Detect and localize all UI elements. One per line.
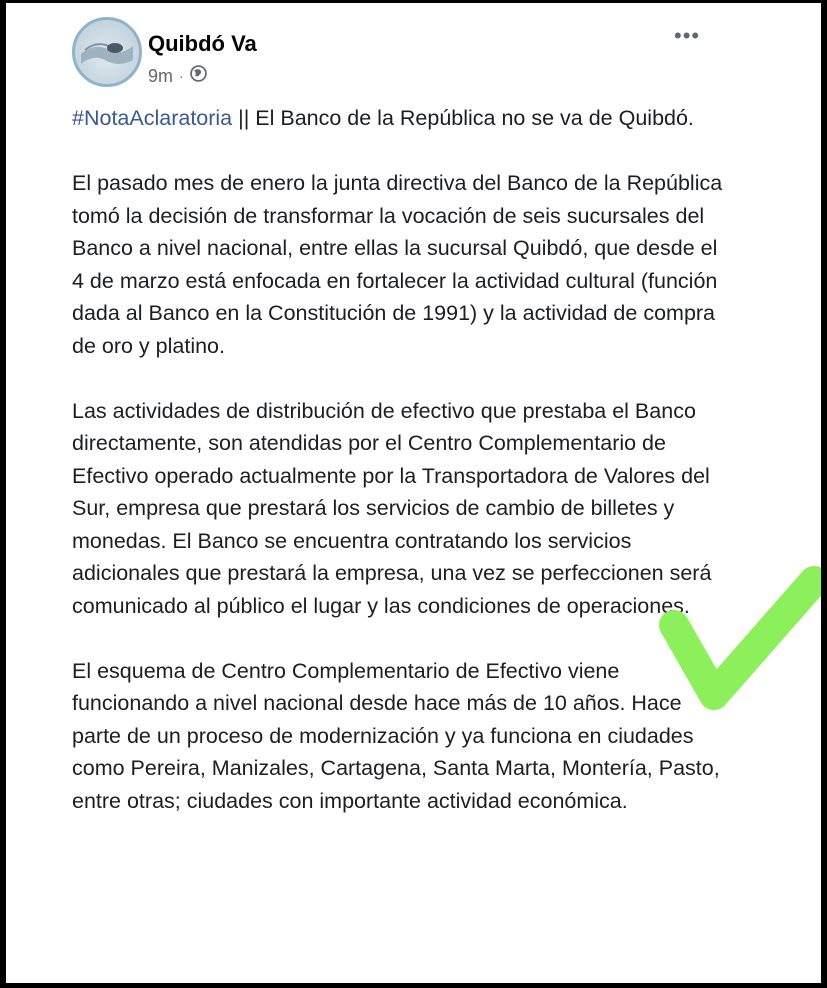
- author-name[interactable]: Quibdó Va: [148, 31, 257, 56]
- paragraph-1: El pasado mes de enero la junta directiva del Banco de la República tomó la decisión de transformar la vocación de seis sucursales del Banco a nivel nacional, entre ellas la sucursal Quibdó, que desde el 4 de marzo está enfocada en fortalecer la actividad cultural (función dada al Banco en la Constitución de 1991) y la actividad de compra de oro y platino.: [72, 171, 723, 358]
- post-headline: [72, 102, 732, 135]
- post-card: [6, 3, 821, 983]
- check-mark-icon: [656, 563, 821, 723]
- paragraph-2: Las actividades de distribución de efectivo que prestaba el Banco directamente, son atendidas por el Centro Complementario de Efectivo operado actualmente por la Transportadora de Valores del Sur, empresa que prestará los servicios de cambio de billetes y monedas. El Banco se encuentra contratando los servicios adicionales que prestará la empresa, una vez se perfeccionen será comunicado al público el lugar y las condiciones de operaciones.: [72, 398, 712, 618]
- hashtag-link[interactable]: #NotaAclaratoria: [72, 106, 233, 130]
- post-time[interactable]: 9m: [148, 65, 174, 86]
- headline-text: || El Banco de la República no se va de Quibdó.: [232, 106, 694, 130]
- paragraph-3: El esquema de Centro Complementario de Efectivo viene funcionando a nivel nacional desde hace más de 10 años. Hace parte de un proceso de modernización y ya funciona en ciudades como Pereira, Manizales, Cartagena, Santa Marta, Montería, Pasto, entre otras; ciudades con importante actividad económica.: [72, 658, 720, 813]
- meta-separator: ·: [179, 68, 184, 84]
- globe-icon[interactable]: [190, 65, 207, 87]
- post-body: [72, 102, 732, 850]
- post-meta: [148, 65, 207, 87]
- more-options-icon[interactable]: •••: [674, 23, 701, 48]
- page-avatar[interactable]: [72, 17, 142, 87]
